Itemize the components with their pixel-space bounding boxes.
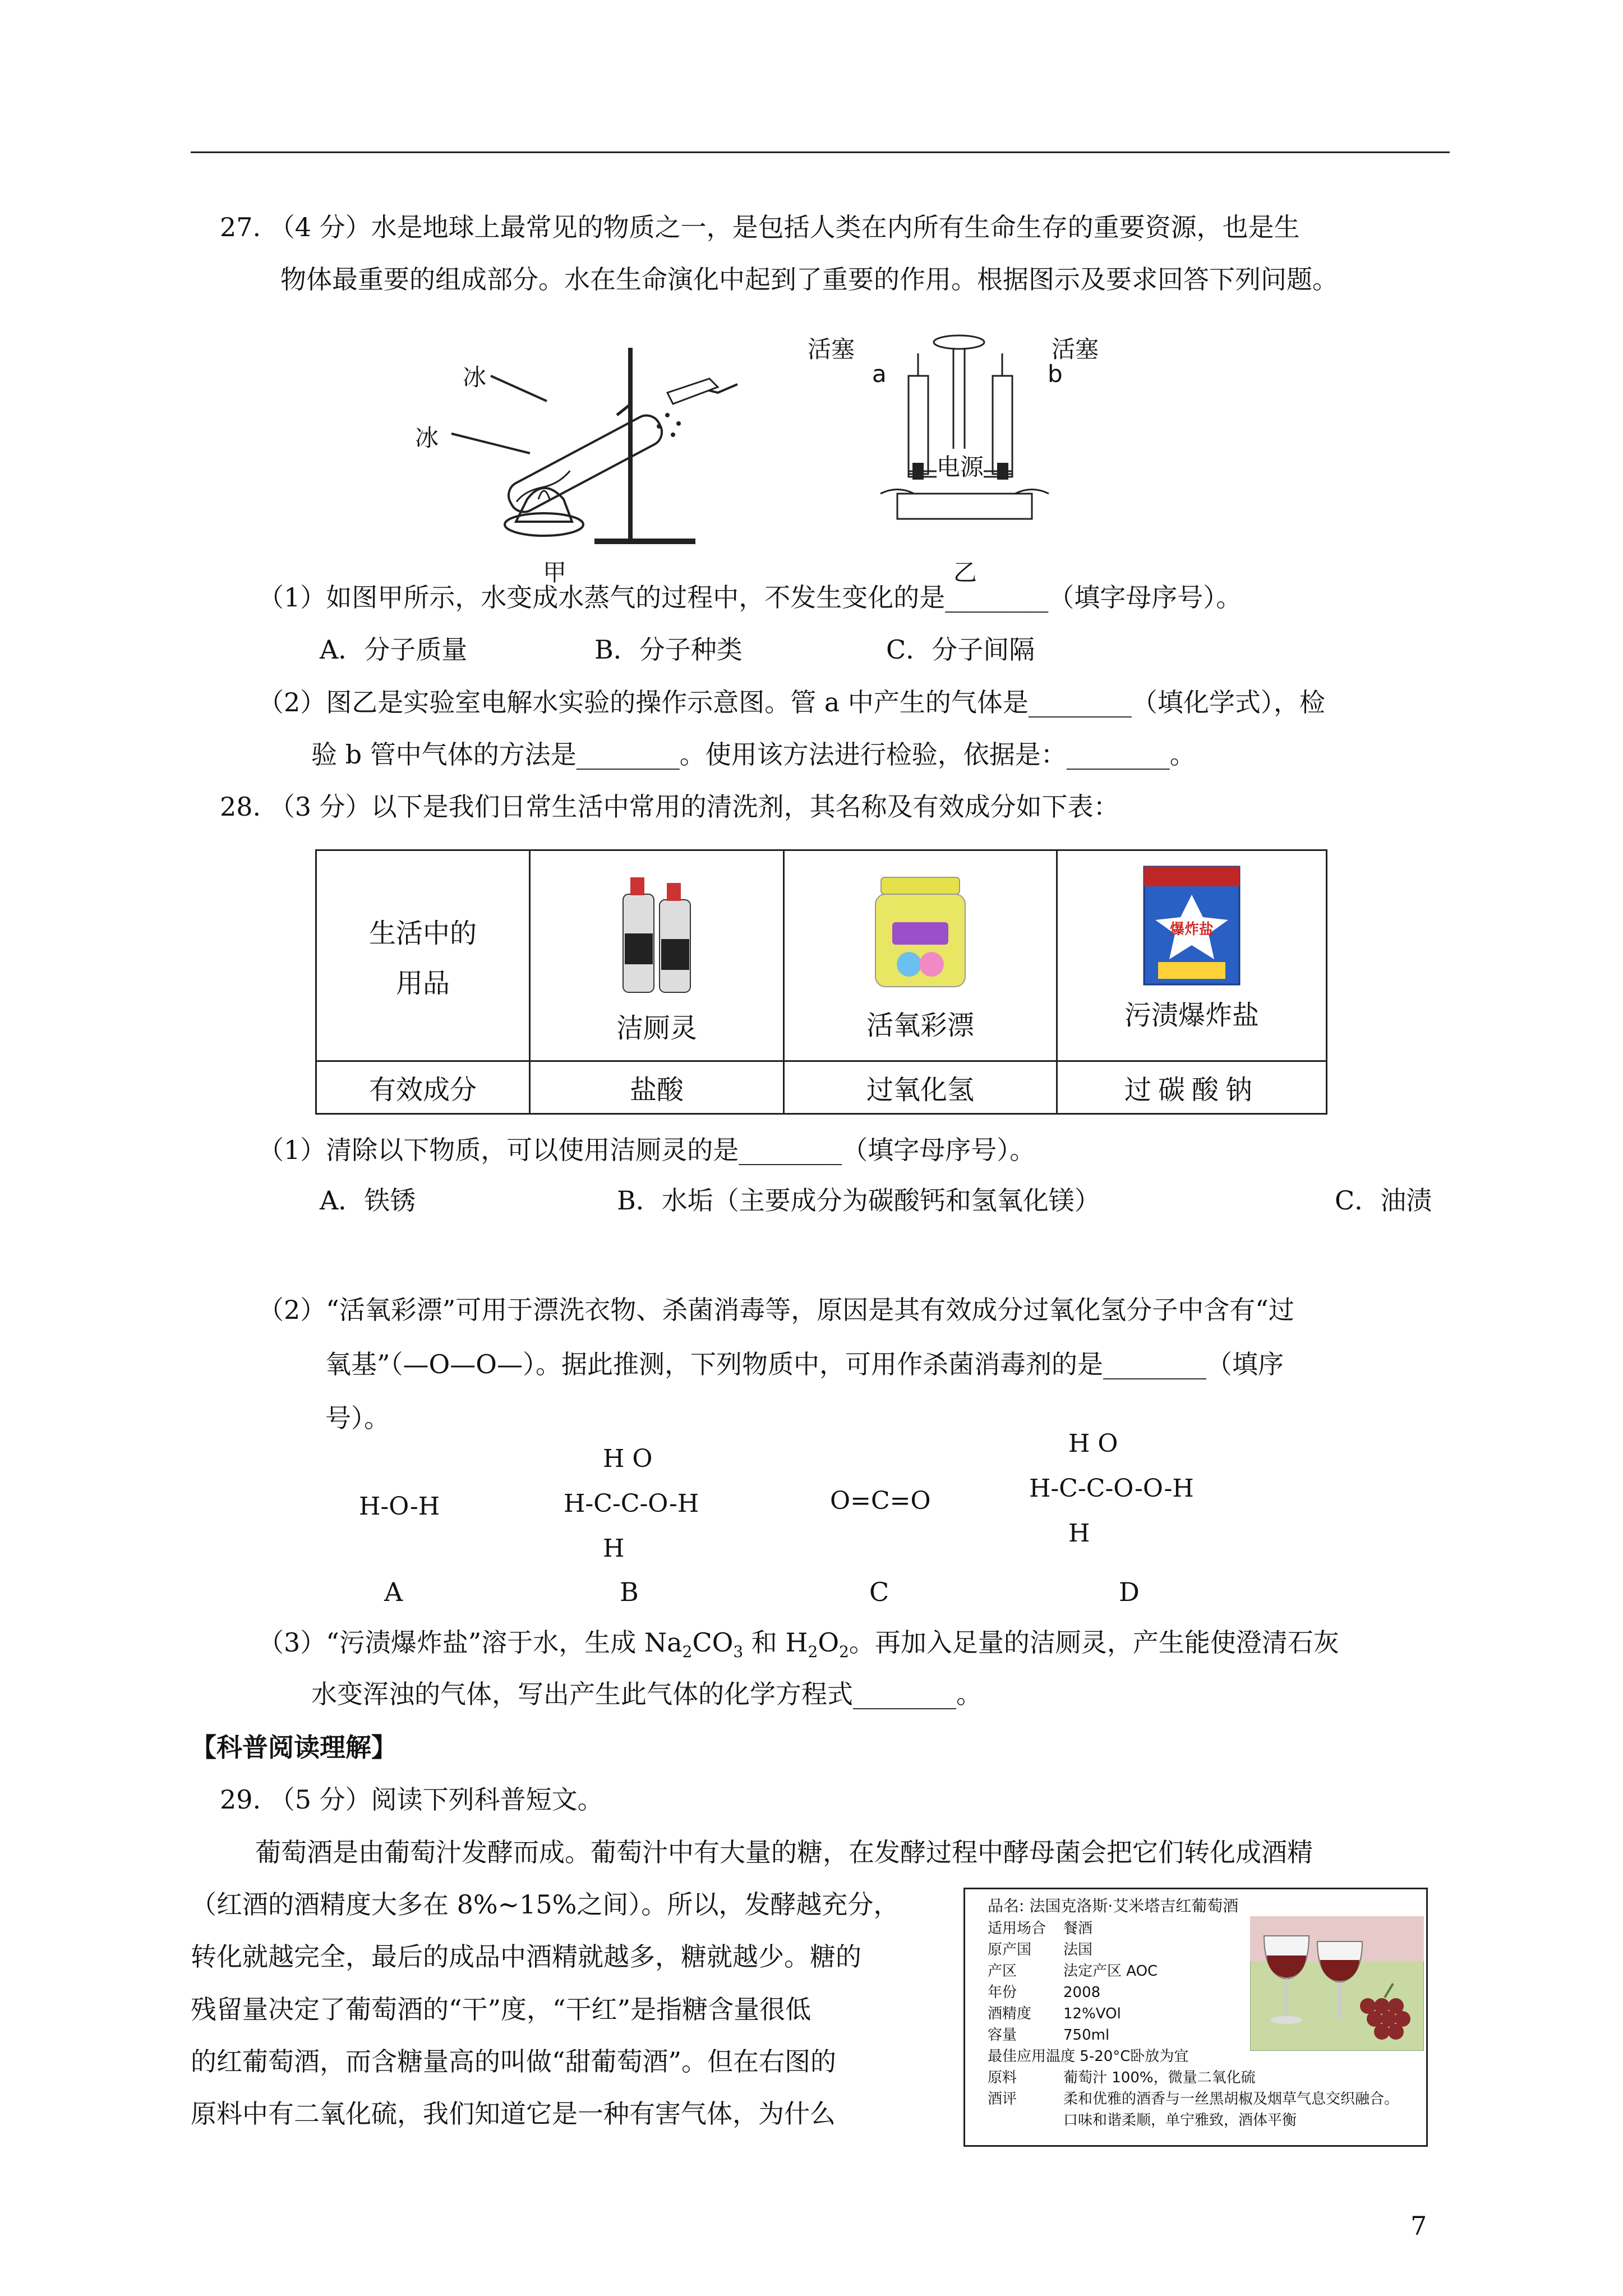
- formula-b-top: H O: [603, 1444, 653, 1473]
- formula-a: H-O-H: [359, 1492, 440, 1521]
- wine-label-key-6: 容量: [988, 2027, 1017, 2044]
- formula-b-bottom: H: [603, 1534, 625, 1563]
- q28-sub2-line2: 氧基”（—O—O—）。据此推测，下列物质中，可用作杀菌消毒剂的是________（填序: [325, 1349, 1284, 1379]
- q28-sub3-line2: 水变浑浊的气体，写出产生此气体的化学方程式________。: [311, 1679, 982, 1709]
- wine-label-val-2: 法国: [1063, 1941, 1093, 1958]
- wine-label: [963, 1888, 1428, 2147]
- cleaners-table: [315, 849, 1327, 1115]
- q28-sub2-line3: 号）。: [325, 1403, 390, 1433]
- wine-label-ingredients-val: 葡萄汁 100%，微量二氧化硫: [1063, 2069, 1256, 2086]
- product-name-2: 活氧彩漂: [866, 1010, 974, 1041]
- formula-d-top: H O: [1068, 1429, 1118, 1458]
- fig1-label-ice-bottom: 冰: [415, 424, 439, 452]
- wine-label-key-4: 年份: [988, 1984, 1017, 2001]
- q28-sub2-line1: （2）“活氧彩漂”可用于漂洗衣物、杀菌消毒等，原因是其有效成分过氧化氢分子中含有“过: [258, 1295, 1294, 1325]
- table-header-line2: 用品: [395, 967, 450, 999]
- wine-photo: [1250, 1916, 1424, 2051]
- figure-electrolysis: [864, 325, 1066, 527]
- table-cell-product-3: [1057, 850, 1327, 1061]
- q28-sub1-option-c: C．油渍: [1335, 1185, 1432, 1216]
- q29-paragraph-line6: 原料中有二氧化硫，我们知道它是一种有害气体，为什么: [191, 2099, 836, 2129]
- formula-letter-c: C: [869, 1577, 889, 1607]
- q27-sub1: （1）如图甲所示，水变成水蒸气的过程中，不发生变化的是________（填字母序号）。: [258, 582, 1242, 613]
- bleach-tub-image: [861, 869, 979, 992]
- q28-sub1: （1）清除以下物质，可以使用洁厕灵的是________（填字母序号）。: [258, 1135, 1036, 1165]
- product-name-1: 洁厕灵: [616, 1013, 697, 1044]
- ingredient-1: 盐酸: [530, 1061, 784, 1114]
- ingredient-2: 过氧化氢: [784, 1061, 1057, 1114]
- q29-paragraph-line2: （红酒的酒精度大多在 8%~15%之间）。所以，发酵越充分，: [191, 1889, 900, 1920]
- q29-intro: 29. （5 分）阅读下列科普短文。: [220, 1784, 603, 1815]
- fig2-left-valve: 活塞: [808, 335, 855, 363]
- stain-salt-bag-image: [1136, 861, 1248, 990]
- q29-paragraph-line5: 的红葡萄酒，而含糖量高的叫做“甜葡萄酒”。但在右图的: [191, 2046, 837, 2077]
- fig2-caption: 乙: [953, 559, 978, 586]
- wine-label-key-1: 适用场合: [988, 1920, 1046, 1937]
- q29-paragraph-line3: 转化就越完全，最后的成品中酒精就越多，糖就越少。糖的: [191, 1941, 861, 1972]
- q27-sub1-option-a: A．分子质量: [320, 634, 468, 665]
- q29-paragraph-line1: 葡萄酒是由葡萄汁发酵而成。葡萄汁中有大量的糖，在发酵过程中酵母菌会把它们转化成酒精: [255, 1837, 1313, 1867]
- product-name-3: 污渍爆炸盐: [1124, 1000, 1259, 1031]
- fig1-leader-top: [488, 373, 550, 407]
- q27-sub2-line2: 验 b 管中气体的方法是________。使用该方法进行检验，依据是：________。: [311, 739, 1196, 770]
- q29-paragraph-line4: 残留量决定了葡萄酒的“干”度，“干红”是指糖含量很低: [191, 1994, 811, 2024]
- table-header-products: [316, 850, 530, 1061]
- wine-label-title: 品名: 法国克洛斯·艾米塔吉红葡萄酒: [988, 1897, 1239, 1915]
- fig2-power-label: 电源: [937, 449, 984, 482]
- bag-text: 爆炸盐: [1169, 921, 1214, 938]
- formula-letter-d: D: [1119, 1577, 1140, 1607]
- q27-sub1-option-b: B．分子种类: [594, 634, 743, 665]
- formula-letter-b: B: [620, 1577, 639, 1607]
- section-title: 【科普阅读理解】: [191, 1732, 397, 1763]
- wine-label-review-val1: 柔和优雅的酒香与一丝黑胡椒及烟草气息交织融合。: [1063, 2091, 1399, 2108]
- ingredient-3: 过碳酸钠: [1057, 1061, 1327, 1114]
- header-rule: [191, 151, 1450, 153]
- table-header-line1: 生活中的: [368, 917, 477, 949]
- table-cell-product-1: [530, 850, 784, 1061]
- wine-label-val-4: 2008: [1063, 1984, 1101, 2001]
- wine-label-val-5: 12%VOl: [1063, 2005, 1121, 2022]
- wine-label-review-key: 酒评: [988, 2091, 1017, 2108]
- wine-label-temp: 最佳应用温度 5-20°C卧放为宜: [988, 2048, 1189, 2065]
- wine-label-val-1: 餐酒: [1063, 1920, 1093, 1937]
- fig1-leader-bottom: [449, 431, 533, 459]
- formula-b-main: H-C-C-O-H: [564, 1489, 699, 1518]
- toilet-cleaner-bottles-image: [603, 866, 710, 995]
- table-header-ingredients: 有效成分: [316, 1061, 530, 1114]
- fig2-label-a: a: [872, 360, 887, 388]
- wine-label-review-val2: 口味和谐柔顺，单宁雅致，酒体平衡: [1063, 2112, 1297, 2129]
- fig1-caption: 甲: [543, 559, 567, 586]
- q28-sub1-option-a: A．铁锈: [320, 1185, 416, 1216]
- formula-d-bottom: H: [1068, 1519, 1090, 1548]
- table-cell-product-2: [784, 850, 1057, 1061]
- wine-label-ingredients-key: 原料: [988, 2069, 1017, 2086]
- q28-sub1-option-b: B．水垢（主要成分为碳酸钙和氢氧化镁）: [617, 1185, 1100, 1216]
- wine-label-val-6: 750ml: [1063, 2027, 1110, 2044]
- q27-line1: 27. （4 分）水是地球上最常见的物质之一，是包括人类在内所有生命生存的重要资源，也是生: [220, 212, 1300, 242]
- q28-sub3-line1: （3）“污渍爆炸盐”溶于水，生成 $Na_2CO_3$ 和 $H_2O_2$。再加入足量的洁厕灵，产生能使澄清石灰: [258, 1627, 1339, 1662]
- q27-sub2-line1: （2）图乙是实验室电解水实验的操作示意图。管 a 中产生的气体是________（填化学式），检: [258, 687, 1325, 717]
- formula-letter-a: A: [384, 1577, 403, 1607]
- formula-c: O=C=O: [830, 1487, 931, 1515]
- wine-label-val-3: 法定产区 AOC: [1063, 1963, 1158, 1980]
- q27-line2: 物体最重要的组成部分。水在生命演化中起到了重要的作用。根据图示及要求回答下列问题。: [280, 264, 1338, 295]
- fig2-label-b: b: [1048, 360, 1063, 388]
- q27-sub1-option-c: C．分子间隔: [886, 634, 1035, 665]
- wine-label-key-5: 酒精度: [988, 2005, 1032, 2022]
- wine-label-key-3: 产区: [988, 1963, 1017, 1980]
- fig2-right-valve: 活塞: [1052, 335, 1099, 363]
- fig1-label-ice-top: 冰: [463, 364, 487, 391]
- formula-d-main: H-C-C-O-O-H: [1029, 1474, 1194, 1503]
- q28-intro: 28. （3 分）以下是我们日常生活中常用的清洗剂，其名称及有效成分如下表：: [220, 792, 1119, 822]
- page-number: 7: [1410, 2211, 1427, 2241]
- wine-label-key-2: 原产国: [988, 1941, 1032, 1958]
